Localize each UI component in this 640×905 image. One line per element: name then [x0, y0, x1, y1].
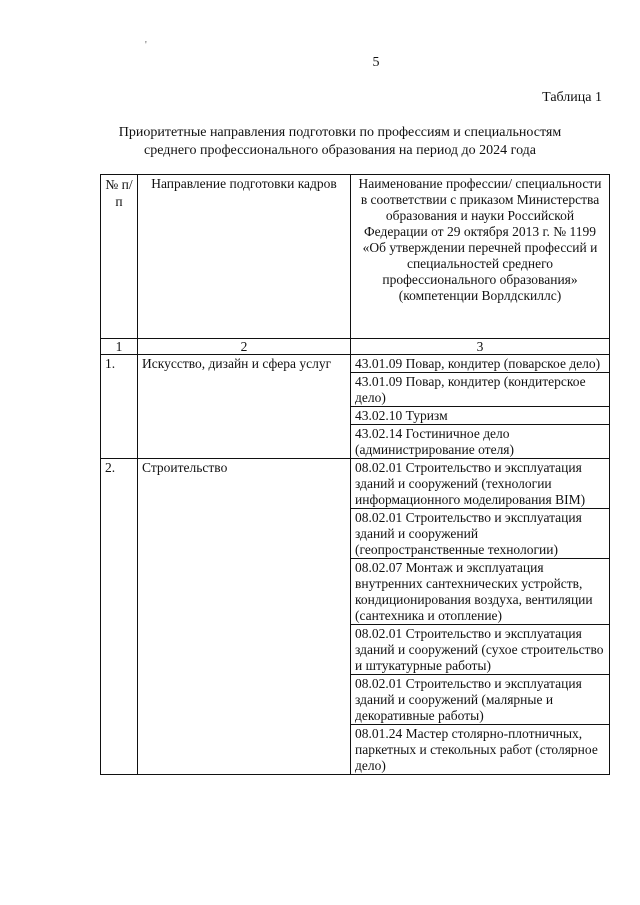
table-row [101, 459, 610, 509]
table-header-row [101, 175, 610, 339]
profession-cell: 08.02.01 Строительство и эксплуатация зданий и сооружений (геопространственные технологии) [351, 509, 610, 559]
table-label: Таблица 1 [542, 90, 602, 105]
direction-cell: Искусство, дизайн и сфера услуг [138, 355, 351, 459]
column-number-row [101, 339, 610, 355]
header-profession: Наименование профессии/ специальности в соответствии с приказом Министерства образования и науки Российской Федерации от 29 октября 2013 г. № 1199 «Об утверждении перечней профессий и специальностей среднего профессионального образования» (компетенции Ворлдскиллс) [351, 175, 610, 339]
profession-cell: 43.02.14 Гостиничное дело (администрирование отеля) [351, 425, 610, 459]
header-direction: Направление подготовки кадров [138, 175, 351, 339]
profession-cell: 08.01.24 Мастер столярно-плотничных, паркетных и стекольных работ (столярное дело) [351, 725, 610, 775]
page-number: 5 [372, 55, 380, 70]
title-line-1: Приоритетные направления подготовки по профессиям и специальностям [118, 125, 562, 140]
profession-cell: 08.02.07 Монтаж и эксплуатация внутренних сантехнических устройств, кондиционирования воздуха, вентиляции (сантехника и отопление) [351, 559, 610, 625]
profession-cell: 43.01.09 Повар, кондитер (поварское дело) [351, 355, 610, 373]
header-number: № п/п [101, 175, 138, 339]
profession-cell: 08.02.01 Строительство и эксплуатация зданий и сооружений (малярные и декоративные работы) [351, 675, 610, 725]
profession-cell: 43.01.09 Повар, кондитер (кондитерское дело) [351, 373, 610, 407]
column-number-1: 1 [101, 339, 138, 355]
title-line-2: среднего профессионального образования на период до 2024 года [143, 143, 537, 158]
scan-speck: ' [145, 40, 147, 51]
document-title [80, 124, 600, 160]
row-number: 2. [101, 459, 138, 775]
table-row [101, 355, 610, 373]
priority-directions-table [100, 174, 610, 775]
direction-cell: Строительство [138, 459, 351, 775]
profession-cell: 08.02.01 Строительство и эксплуатация зданий и сооружений (сухое строительство и штукатурные работы) [351, 625, 610, 675]
profession-cell: 43.02.10 Туризм [351, 407, 610, 425]
column-number-3: 3 [351, 339, 610, 355]
profession-cell: 08.02.01 Строительство и эксплуатация зданий и сооружений (технологии информационного моделирования BIM) [351, 459, 610, 509]
row-number: 1. [101, 355, 138, 459]
column-number-2: 2 [138, 339, 351, 355]
